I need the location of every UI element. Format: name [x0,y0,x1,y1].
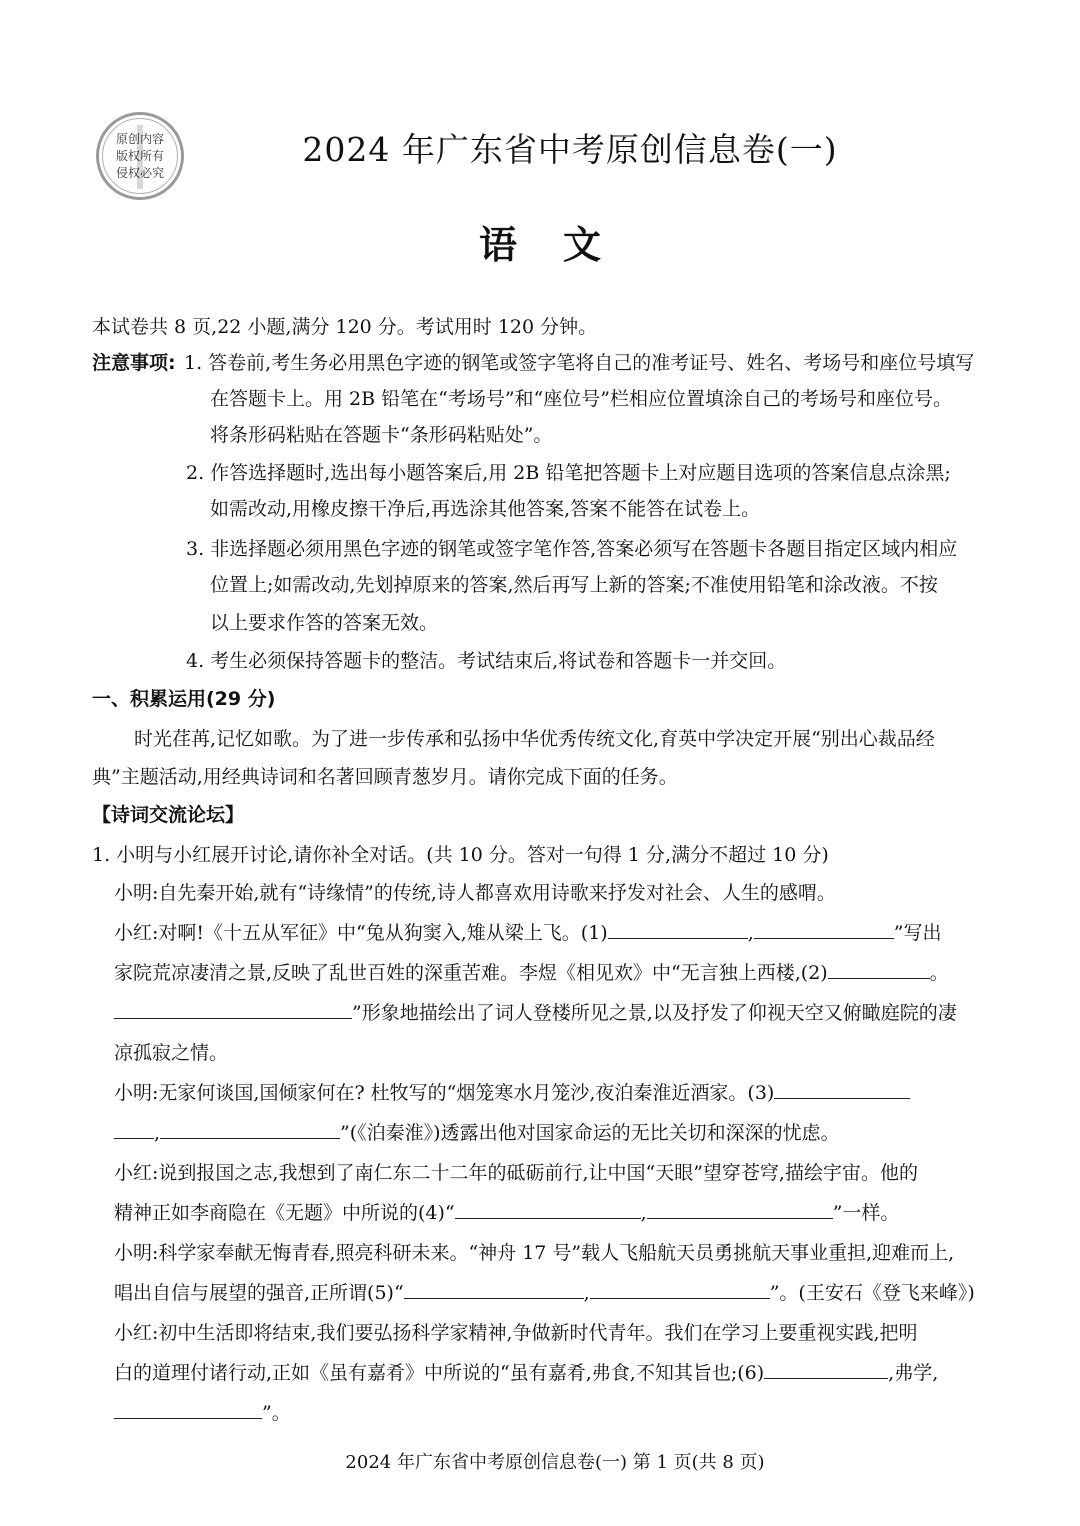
notice-line: 2. 作答选择题时,选出每小题答案后,用 2B 铅笔把答题卡上对应题目选项的答案信息点涂黑; [186,462,951,484]
dialogue-line: 小红:说到报国之志,我想到了南仁东二十二年的砥砺前行,让中国“天眼”望穿苍穹,描绘宇宙。他的 [114,1162,918,1184]
notice-line: 在答题卡上。用 2B 铅笔在“考场号”和“座位号”栏相应位置填涂自己的考场号和座位号。 [210,388,952,410]
answer-blank[interactable] [404,1280,584,1299]
notice-line: 4. 考生必须保持答题卡的整洁。考试结束后,将试卷和答题卡一并交回。 [186,650,787,672]
notice-line: 如需改动,用橡皮擦干净后,再选涂其他答案,答案不能答在试卷上。 [210,498,761,520]
seal-line: 侵权必究 [115,165,164,180]
dialogue-line: 小红:初中生活即将结束,我们要弘扬科学家精神,争做新时代青年。我们在学习上要重视实践,把明 [114,1322,918,1344]
answer-blank[interactable] [114,1120,154,1139]
answer-blank[interactable] [114,1400,262,1419]
dialogue-line: ”形象地描绘出了词人登楼所见之景,以及抒发了仰视天空又俯瞰庭院的凄 [114,998,957,1025]
dialogue-line: 凉孤寂之情。 [114,1042,229,1064]
answer-blank[interactable] [828,960,930,979]
dialogue-line: 小红:对啊!《十五从军征》中“兔从狗窦入,雉从梁上飞。(1) , ”写出 [114,922,942,944]
notice-line: 位置上;如需改动,先划掉原来的答案,然后再写上新的答案;不准使用铅笔和涂改液。不按 [210,574,938,596]
forum-heading: 【诗词交流论坛】 [92,804,245,826]
page-footer: 2024 年广东省中考原创信息卷(一) 第 1 页(共 8 页) [345,1452,765,1473]
answer-blank[interactable] [774,1080,910,1099]
exam-intro: 本试卷共 8 页,22 小题,满分 120 分。考试用时 120 分钟。 [92,316,598,338]
seal-line: 原创内容 [115,131,164,146]
dialogue-line: 精神正如李商隐在《无题》中所说的(4)“ , ”一样。 [114,1202,900,1224]
dialogue-line: , ”(《泊秦淮》)透露出他对国家命运的无比关切和深深的忧虑。 [114,1118,840,1145]
dialogue-line: 小明:无家何谈国,国倾家何在? 杜牧写的“烟笼寒水月笼沙,夜泊秦淮近酒家。(3) [114,1078,910,1105]
answer-blank[interactable] [608,920,748,939]
dialogue-line: 小明:科学家奉献无悔青春,照亮科研未来。“神舟 17 号”载人飞船航天员勇挑航天事业重担,迎难而上, [114,1242,955,1264]
notice-line: 将条形码粘贴在答题卡“条形码粘贴处”。 [210,424,553,446]
notice-line: 以上要求作答的答案无效。 [210,612,439,634]
answer-blank[interactable] [160,1120,340,1139]
seal-line: 版权所有 [115,148,164,163]
notice-line: 1. 答卷前,考生务必用黑色字迹的钢笔或签字笔将自己的准考证号、姓名、考场号和座位号填写 [184,352,975,374]
dialogue-line: 家院荒凉凄清之景,反映了乱世百姓的深重苦难。李煜《相见欢》中“无言独上西楼,(2) 。 [114,962,949,984]
answer-blank[interactable] [647,1200,833,1219]
section-paragraph: 时光荏苒,记忆如歌。为了进一步传承和弘扬中华优秀传统文化,育英中学决定开展“别出心裁品经 [134,728,935,750]
notice-label: 注意事项: [92,352,176,374]
answer-blank[interactable] [764,1360,888,1379]
answer-blank[interactable] [455,1200,641,1219]
section-paragraph: 典”主题活动,用经典诗词和名著回顾青葱岁月。请你完成下面的任务。 [92,766,678,788]
subject-title: 语文 [478,222,647,267]
exam-title: 2024 年广东省中考原创信息卷(一) [302,130,838,169]
question-stem: 1. 小明与小红展开讨论,请你补全对话。(共 10 分。答对一句得 1 分,满分不超过 10 分) [92,844,829,866]
answer-blank[interactable] [114,1000,352,1019]
section-title: 一、积累运用(29 分) [92,688,276,710]
dialogue-line: 小明:自先秦开始,就有“诗缘情”的传统,诗人都喜欢用诗歌来抒发对社会、人生的感喟。 [114,882,836,904]
dialogue-line: 白的道理付诸行动,正如《虽有嘉肴》中所说的“虽有嘉肴,弗食,不知其旨也;(6) ,弗学, [114,1362,939,1384]
dialogue-line: ”。 [114,1398,291,1425]
answer-blank[interactable] [754,920,894,939]
dialogue-line: 唱出自信与展望的强音,正所谓(5)“ , ”。(王安石《登飞来峰》) [114,1282,975,1304]
answer-blank[interactable] [590,1280,770,1299]
notice-line: 3. 非选择题必须用黑色字迹的钢笔或签字笔作答,答案必须写在答题卡各题目指定区域内相应 [186,538,958,560]
